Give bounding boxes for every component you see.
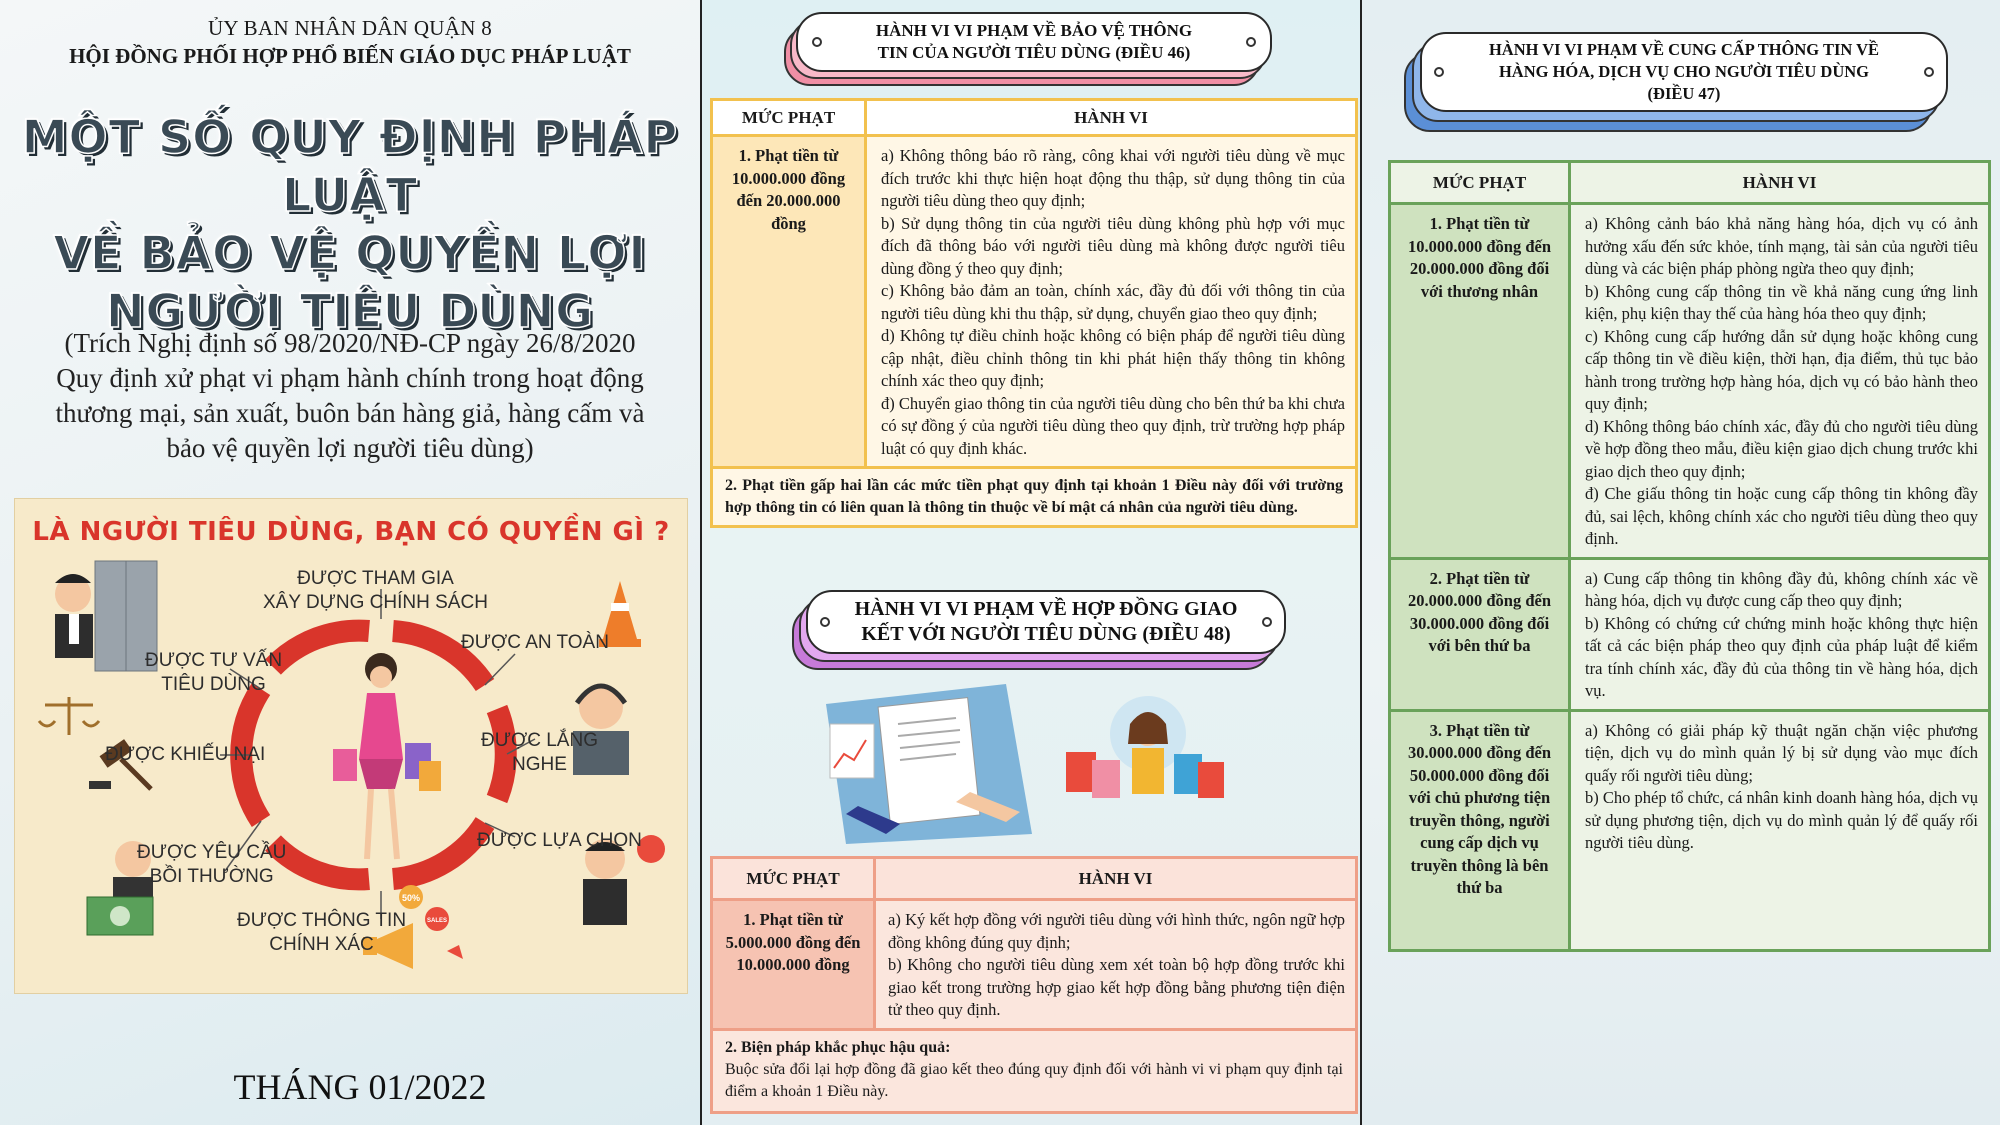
violation-item: a) Cung cấp thông tin không đầy đủ, không chính xác về hàng hóa, dịch vụ được cung cấp theo quy định; [1585, 568, 1978, 610]
col-header-fine: MỨC PHẠT [1390, 162, 1570, 204]
violation-item: a) Không thông báo rõ ràng, công khai với người tiêu dùng về mục đích trước khi thực hiện hoạt động thu thập, sử dụng thông tin của người tiêu dùng theo quy định; [881, 146, 1345, 210]
col-header-fine: MỨC PHẠT [712, 100, 866, 136]
col-header-act: HÀNH VI [875, 858, 1357, 900]
right-safety: ĐƯỢC AN TOÀN [461, 632, 609, 653]
section47-banner [1404, 32, 1948, 136]
right-consulting: ĐƯỢC TƯ VẤN TIÊU DÙNG [145, 650, 283, 695]
article46-table [710, 98, 1358, 528]
banner-line: HÀNG HÓA, DỊCH VỤ CHO NGƯỜI TIÊU DÙNG [1498, 62, 1870, 81]
violation-item: a) Không cảnh báo khả năng hàng hóa, dịch vụ có ảnh hưởng xấu đến sức khỏe, tính mạng, tài sản của người tiêu dùng và các biện pháp phòng ngừa theo quy định; [1585, 214, 1978, 278]
main-title-line: MỘT SỐ QUY ĐỊNH PHÁP LUẬT [21, 110, 679, 222]
banner-line: HÀNH VI VI PHẠM VỀ BẢO VỆ THÔNG [875, 21, 1193, 40]
shopper-illustration [1052, 694, 1232, 814]
violation-item: d) Không thông báo chính xác, đầy đủ cho người tiêu dùng về hợp đồng theo mẫu, điều kiện giao dịch chung trước khi giao dịch theo quy định; [1585, 416, 1978, 481]
violation-item: c) Không cung cấp hướng dẫn sử dụng hoặc không cung cấp thông tin về điều kiện, thời hạn, địa điểm, thủ tục bảo hành trong trường hợp hàng hóa, dịch vụ có bảo hành theo quy định; [1585, 326, 1978, 413]
violation-item: b) Không cho người tiêu dùng xem xét toàn bộ hợp đồng trước khi giao kết trong trường hợp giao kết hợp đồng bằng phương tiện điện tử theo quy định. [888, 955, 1345, 1019]
violation-item: a) Không có giải pháp kỹ thuật ngăn chặn việc phương tiện, dịch vụ do mình quản lý bị sử dụng vào mục đích quấy rối người tiêu dùng; [1585, 720, 1978, 785]
violation-item: b) Cho phép tổ chức, cá nhân kinh doanh hàng hóa, dịch vụ sử dụng phương tiện, dịch vụ do mình quản lý để quấy rối người tiêu dùng. [1585, 788, 1978, 852]
decree-citation [20, 326, 680, 466]
fine-level: 1. Phạt tiền từ 10.000.000 đồng đến 20.000.000 đồng [731, 146, 846, 233]
article48-table [710, 856, 1358, 1114]
fine-level: 1. Phạt tiền từ 10.000.000 đồng đến 20.000.000 đồng đối với thương nhân [1407, 214, 1552, 301]
right-choose: ĐƯỢC LỰA CHỌN [477, 830, 642, 851]
org-name: ỦY BAN NHÂN DÂN QUẬN 8 [207, 16, 493, 40]
decree-line: (Trích Nghị định số 98/2020/NĐ-CP ngày 26/8/2020 [64, 328, 636, 358]
double-fine-note: 2. Phạt tiền gấp hai lần các mức tiền phạt quy định tại khoản 1 Điều này đối với trường hợp thông tin có liên quan là thông tin thuộc về bí mật cá nhân của người tiêu dùng. [712, 468, 1357, 527]
col-header-act: HÀNH VI [866, 100, 1357, 136]
right-compensation: ĐƯỢC YÊU CẦU BỒI THƯỜNG [137, 842, 287, 887]
publication-month: THÁNG 01/2022 [233, 1067, 487, 1107]
right-be-heard: ĐƯỢC LẮNG NGHE [481, 730, 598, 775]
violation-item: a) Ký kết hợp đồng với người tiêu dùng với hình thức, ngôn ngữ hợp đồng không đúng quy định; [888, 910, 1345, 952]
infographic-heading: LÀ NGƯỜI TIÊU DÙNG, BẠN CÓ QUYỀN GÌ ? [32, 517, 670, 547]
fine-level: 3. Phạt tiền từ 30.000.000 đồng đến 50.000.000 đồng đối với chủ phương tiện truyền thông, người cung cấp dịch vụ truyền thông là bên thứ ba [1407, 720, 1552, 897]
violation-item: b) Không cung cấp thông tin về khả năng cung ứng linh kiện, phụ kiện thay thế của hàng hóa theo quy định; [1585, 281, 1978, 323]
decree-line: Quy định xử phạt vi phạm hành chính trong hoạt động [56, 363, 644, 393]
violation-item: d) Không tự điều chỉnh hoặc không có biện pháp để người tiêu dùng cập nhật, điều chỉnh thông tin khi phát hiện thấy thông tin không chính xác theo quy định; [881, 326, 1345, 390]
violation-item: đ) Chuyển giao thông tin của người tiêu dùng cho bên thứ ba khi chưa có sự đồng ý của người tiêu dùng theo quy định, trừ trường hợp pháp luật có quy định khác. [881, 393, 1345, 458]
banner-line: HÀNH VI VI PHẠM VỀ CUNG CẤP THÔNG TIN VỀ [1488, 40, 1880, 59]
advisor-figure [55, 574, 93, 658]
right-accurate-info: ĐƯỢC THÔNG TIN CHÍNH XÁC [237, 910, 407, 955]
sales-tag-text: SALES [426, 918, 448, 924]
violation-item: b) Sử dụng thông tin của người tiêu dùng không phù hợp với mục đích đã thông báo với người tiêu dùng mà không được người tiêu dùng đồng ý theo quy định; [881, 213, 1345, 278]
fine-level: 1. Phạt tiền từ 5.000.000 đồng đến 10.000.000 đồng [725, 910, 861, 974]
section46-banner [784, 12, 1274, 90]
violation-item: đ) Che giấu thông tin hoặc cung cấp thông tin không đầy đủ, sai lệch, không chính xác cho người tiêu dùng theo quy định. [1585, 484, 1978, 548]
banner-line: TIN CỦA NGƯỜI TIÊU DÙNG (ĐIỀU 46) [877, 43, 1191, 62]
consumer-rights-infographic [14, 498, 688, 994]
fine-level: 2. Phạt tiền từ 20.000.000 đồng đến 30.000.000 đồng đối với bên thứ ba [1407, 568, 1552, 655]
scales-illustration [39, 697, 99, 735]
col-header-fine: MỨC PHẠT [712, 858, 875, 900]
article47-table [1388, 160, 1991, 952]
banner-line: HÀNH VI VI PHẠM VỀ HỢP ĐỒNG GIAO [854, 598, 1238, 620]
banner-line: (ĐIỀU 47) [1647, 84, 1721, 103]
left-panel [0, 0, 700, 1125]
contract-illustration [806, 684, 1036, 844]
discount-badge-text: 50% [401, 893, 421, 903]
shopper-figure [333, 653, 441, 859]
right-participate-policy: ĐƯỢC THAM GIA XÂY DỰNG CHÍNH SÁCH [263, 568, 488, 613]
section48-banner [792, 590, 1286, 674]
main-title-line: VỀ BẢO VỆ QUYỀN LỢI [53, 226, 647, 280]
council-name: HỘI ĐỒNG PHỐI HỢP PHỔ BIẾN GIÁO DỤC PHÁP LUẬT [69, 44, 631, 68]
remedy-text: Buộc sửa đổi lại hợp đồng đã giao kết theo đúng quy định đối với hành vi vi phạm quy định tại điểm a khoản 1 Điều này. [725, 1060, 1343, 1100]
banner-line: KẾT VỚI NGƯỜI TIÊU DÙNG (ĐIỀU 48) [861, 623, 1231, 645]
col-header-act: HÀNH VI [1570, 162, 1990, 204]
violation-item: b) Không có chứng cứ chứng minh hoặc không thực hiện tất cả các biện pháp theo quy định của pháp luật để kiểm tra tính chính xác, đầy đủ của thông tin về hàng hóa, dịch vụ. [1585, 613, 1978, 700]
decree-line: thương mại, sản xuất, buôn bán hàng giả, hàng cấm và [55, 398, 645, 428]
decree-line: bảo vệ quyền lợi người tiêu dùng) [166, 433, 534, 463]
right-complain: ĐƯỢC KHIẾU NẠI [105, 744, 266, 765]
main-title [20, 108, 680, 340]
violation-item: c) Không bảo đảm an toàn, chính xác, đầy đủ đối với thông tin của người tiêu dùng khi thu thập, sử dụng, chuyển giao theo quy định; [881, 281, 1345, 323]
remedy-title: 2. Biện pháp khắc phục hậu quả: [725, 1038, 951, 1056]
main-title-line: NGƯỜI TIÊU DÙNG [105, 284, 595, 338]
